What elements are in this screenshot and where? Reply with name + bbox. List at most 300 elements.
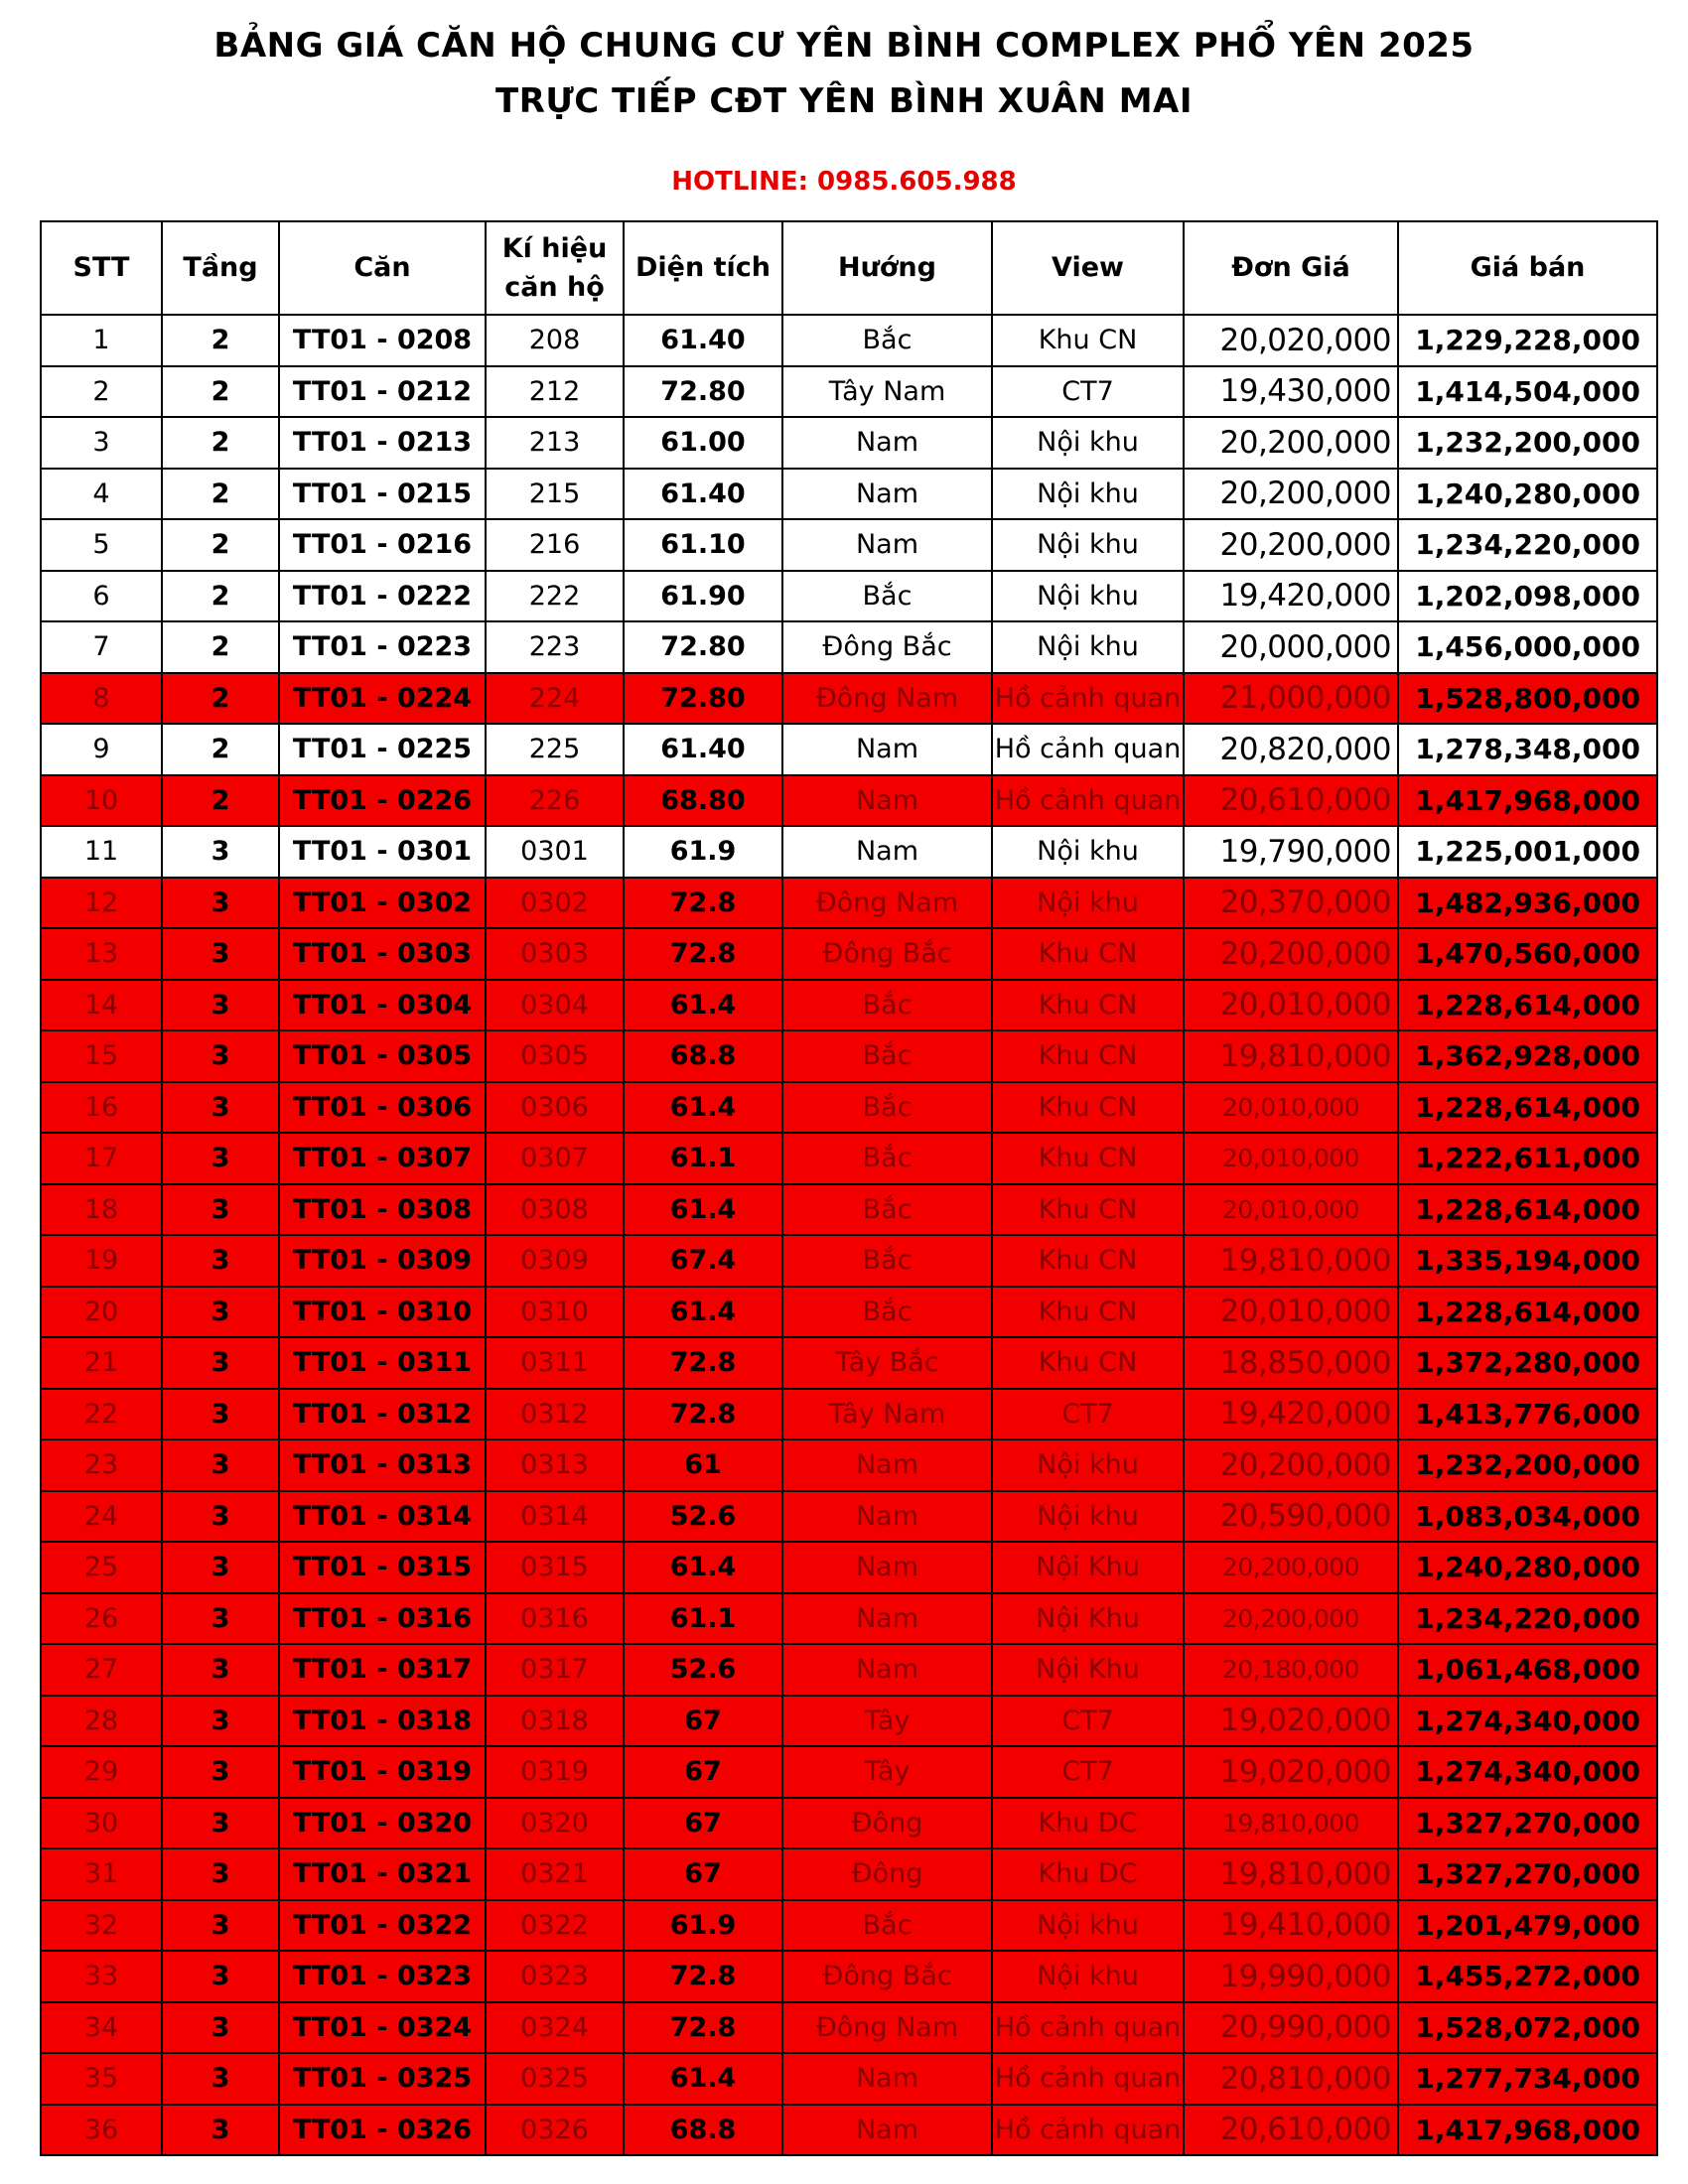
cell-stt: 4: [41, 469, 162, 520]
cell-stt: 11: [41, 826, 162, 878]
cell-stt: 10: [41, 775, 162, 827]
cell-gia-ban: 1,061,468,000: [1398, 1644, 1657, 1696]
cell-don-gia: 20,010,000: [1184, 1133, 1398, 1184]
cell-view: Nội Khu: [992, 1542, 1184, 1593]
table-row: [41, 1082, 1657, 1134]
cell-tang: 2: [162, 724, 279, 775]
cell-don-gia: 20,010,000: [1184, 1082, 1398, 1134]
cell-huong: Bắc: [782, 1900, 992, 1952]
cell-gia-ban: 1,228,614,000: [1398, 1082, 1657, 1134]
cell-dien-tich: 61.9: [624, 1900, 782, 1952]
table-row: [41, 315, 1657, 366]
cell-don-gia: 19,410,000: [1184, 1900, 1398, 1952]
cell-ki-hieu: 0316: [486, 1593, 624, 1645]
cell-can: TT01 - 0317: [279, 1644, 486, 1696]
table-row: [41, 1746, 1657, 1798]
table-row: [41, 928, 1657, 980]
cell-gia-ban: 1,232,200,000: [1398, 1439, 1657, 1491]
cell-tang: 3: [162, 2002, 279, 2054]
table-row: [41, 571, 1657, 622]
table-row: [41, 519, 1657, 571]
price-table: [40, 220, 1658, 2156]
cell-ki-hieu: 216: [486, 519, 624, 571]
cell-view: CT7: [992, 1746, 1184, 1798]
cell-view: Khu CN: [992, 1030, 1184, 1082]
cell-view: Khu CN: [992, 1184, 1184, 1236]
cell-gia-ban: 1,372,280,000: [1398, 1337, 1657, 1389]
cell-don-gia: 20,020,000: [1184, 315, 1398, 366]
cell-don-gia: 20,180,000: [1184, 1644, 1398, 1696]
cell-stt: 16: [41, 1082, 162, 1134]
cell-dien-tich: 67: [624, 1848, 782, 1900]
cell-view: Khu DC: [992, 1798, 1184, 1849]
cell-don-gia: 20,010,000: [1184, 1287, 1398, 1338]
cell-gia-ban: 1,228,614,000: [1398, 1184, 1657, 1236]
cell-don-gia: 19,020,000: [1184, 1746, 1398, 1798]
cell-huong: Đông Nam: [782, 673, 992, 725]
cell-gia-ban: 1,528,800,000: [1398, 673, 1657, 725]
cell-view: Khu CN: [992, 1133, 1184, 1184]
cell-ki-hieu: 0317: [486, 1644, 624, 1696]
hotline-text: HOTLINE: 0985.605.988: [671, 167, 1017, 197]
cell-dien-tich: 68.8: [624, 2105, 782, 2156]
cell-stt: 25: [41, 1542, 162, 1593]
cell-can: TT01 - 0226: [279, 775, 486, 827]
cell-dien-tich: 67: [624, 1746, 782, 1798]
col-header-don-gia: Đơn Giá: [1184, 221, 1398, 315]
table-row: [41, 621, 1657, 673]
cell-can: TT01 - 0305: [279, 1030, 486, 1082]
cell-huong: Tây Nam: [782, 366, 992, 418]
cell-view: Nội khu: [992, 1439, 1184, 1491]
table-body: [41, 315, 1657, 2155]
table-row: [41, 1900, 1657, 1952]
col-header-dien-tich: Diện tích: [624, 221, 782, 315]
cell-gia-ban: 1,229,228,000: [1398, 315, 1657, 366]
cell-tang: 3: [162, 980, 279, 1031]
cell-stt: 5: [41, 519, 162, 571]
cell-don-gia: 19,790,000: [1184, 826, 1398, 878]
cell-don-gia: 20,370,000: [1184, 878, 1398, 929]
cell-tang: 3: [162, 1184, 279, 1236]
cell-don-gia: 19,420,000: [1184, 1389, 1398, 1440]
cell-stt: 7: [41, 621, 162, 673]
cell-can: TT01 - 0313: [279, 1439, 486, 1491]
col-header-ki-hieu-label: Kí hiệu căn hộ: [501, 232, 608, 303]
cell-ki-hieu: 0310: [486, 1287, 624, 1338]
cell-view: CT7: [992, 366, 1184, 418]
cell-can: TT01 - 0216: [279, 519, 486, 571]
cell-tang: 3: [162, 1593, 279, 1645]
cell-don-gia: 19,020,000: [1184, 1696, 1398, 1747]
cell-stt: 9: [41, 724, 162, 775]
cell-dien-tich: 61.4: [624, 1287, 782, 1338]
cell-view: Khu DC: [992, 1848, 1184, 1900]
cell-tang: 2: [162, 673, 279, 725]
cell-don-gia: 19,810,000: [1184, 1848, 1398, 1900]
cell-gia-ban: 1,413,776,000: [1398, 1389, 1657, 1440]
cell-view: Hồ cảnh quan: [992, 673, 1184, 725]
cell-stt: 14: [41, 980, 162, 1031]
cell-can: TT01 - 0212: [279, 366, 486, 418]
cell-can: TT01 - 0208: [279, 315, 486, 366]
cell-stt: 24: [41, 1491, 162, 1543]
cell-gia-ban: 1,222,611,000: [1398, 1133, 1657, 1184]
cell-can: TT01 - 0307: [279, 1133, 486, 1184]
cell-ki-hieu: 0319: [486, 1746, 624, 1798]
page-title: BẢNG GIÁ CĂN HỘ CHUNG CƯ YÊN BÌNH COMPLEX PHỔ YÊN 2025: [213, 26, 1475, 66]
table-row: [41, 1644, 1657, 1696]
cell-gia-ban: 1,228,614,000: [1398, 1287, 1657, 1338]
cell-stt: 26: [41, 1593, 162, 1645]
cell-don-gia: 20,010,000: [1184, 1184, 1398, 1236]
table-row: [41, 1133, 1657, 1184]
col-header-gia-ban: Giá bán: [1398, 221, 1657, 315]
cell-view: Khu CN: [992, 315, 1184, 366]
cell-dien-tich: 61: [624, 1439, 782, 1491]
table-row: [41, 1491, 1657, 1543]
cell-dien-tich: 68.80: [624, 775, 782, 827]
cell-dien-tich: 72.8: [624, 2002, 782, 2054]
cell-dien-tich: 67: [624, 1696, 782, 1747]
cell-can: TT01 - 0310: [279, 1287, 486, 1338]
cell-view: Nội Khu: [992, 1644, 1184, 1696]
cell-huong: Nam: [782, 1491, 992, 1543]
cell-huong: Nam: [782, 519, 992, 571]
cell-huong: Nam: [782, 417, 992, 469]
cell-huong: Nam: [782, 1542, 992, 1593]
cell-don-gia: 20,590,000: [1184, 1491, 1398, 1543]
cell-stt: 17: [41, 1133, 162, 1184]
cell-gia-ban: 1,277,734,000: [1398, 2053, 1657, 2105]
cell-view: CT7: [992, 1696, 1184, 1747]
cell-stt: 31: [41, 1848, 162, 1900]
cell-tang: 3: [162, 1082, 279, 1134]
cell-view: Nội khu: [992, 571, 1184, 622]
table-row: [41, 1593, 1657, 1645]
cell-tang: 3: [162, 2105, 279, 2156]
cell-view: Hồ cảnh quan: [992, 724, 1184, 775]
cell-stt: 22: [41, 1389, 162, 1440]
cell-can: TT01 - 0318: [279, 1696, 486, 1747]
cell-ki-hieu: 0326: [486, 2105, 624, 2156]
cell-gia-ban: 1,414,504,000: [1398, 366, 1657, 418]
cell-huong: Tây: [782, 1696, 992, 1747]
cell-view: Nội khu: [992, 826, 1184, 878]
cell-tang: 2: [162, 519, 279, 571]
cell-huong: Nam: [782, 1644, 992, 1696]
cell-don-gia: 20,200,000: [1184, 1593, 1398, 1645]
cell-ki-hieu: 0325: [486, 2053, 624, 2105]
cell-can: TT01 - 0326: [279, 2105, 486, 2156]
table-row: [41, 2002, 1657, 2054]
cell-stt: 23: [41, 1439, 162, 1491]
cell-gia-ban: 1,234,220,000: [1398, 519, 1657, 571]
cell-don-gia: 19,810,000: [1184, 1030, 1398, 1082]
cell-huong: Nam: [782, 775, 992, 827]
cell-don-gia: 20,200,000: [1184, 1542, 1398, 1593]
table-row: [41, 1235, 1657, 1287]
cell-don-gia: 19,420,000: [1184, 571, 1398, 622]
cell-tang: 3: [162, 1439, 279, 1491]
cell-dien-tich: 61.9: [624, 826, 782, 878]
cell-ki-hieu: 0308: [486, 1184, 624, 1236]
cell-dien-tich: 68.8: [624, 1030, 782, 1082]
cell-tang: 3: [162, 1287, 279, 1338]
cell-ki-hieu: 223: [486, 621, 624, 673]
cell-dien-tich: 61.00: [624, 417, 782, 469]
table-row: [41, 826, 1657, 878]
cell-dien-tich: 67.4: [624, 1235, 782, 1287]
cell-view: Hồ cảnh quan: [992, 2105, 1184, 2156]
cell-huong: Đông Nam: [782, 2002, 992, 2054]
cell-stt: 19: [41, 1235, 162, 1287]
cell-tang: 3: [162, 1389, 279, 1440]
cell-ki-hieu: 0307: [486, 1133, 624, 1184]
cell-stt: 28: [41, 1696, 162, 1747]
cell-dien-tich: 72.80: [624, 366, 782, 418]
cell-can: TT01 - 0314: [279, 1491, 486, 1543]
cell-ki-hieu: 225: [486, 724, 624, 775]
cell-view: CT7: [992, 1389, 1184, 1440]
cell-gia-ban: 1,240,280,000: [1398, 469, 1657, 520]
cell-stt: 1: [41, 315, 162, 366]
cell-dien-tich: 72.80: [624, 621, 782, 673]
cell-gia-ban: 1,362,928,000: [1398, 1030, 1657, 1082]
cell-view: Nội khu: [992, 1951, 1184, 2002]
cell-can: TT01 - 0312: [279, 1389, 486, 1440]
cell-tang: 3: [162, 1951, 279, 2002]
cell-huong: Nam: [782, 2053, 992, 2105]
cell-gia-ban: 1,456,000,000: [1398, 621, 1657, 673]
cell-don-gia: 19,810,000: [1184, 1235, 1398, 1287]
col-header-view: View: [992, 221, 1184, 315]
cell-view: Nội khu: [992, 469, 1184, 520]
cell-ki-hieu: 215: [486, 469, 624, 520]
cell-dien-tich: 52.6: [624, 1644, 782, 1696]
cell-dien-tich: 67: [624, 1798, 782, 1849]
cell-can: TT01 - 0320: [279, 1798, 486, 1849]
cell-can: TT01 - 0224: [279, 673, 486, 725]
cell-view: Hồ cảnh quan: [992, 2002, 1184, 2054]
table-row: [41, 1287, 1657, 1338]
cell-huong: Đông Bắc: [782, 1951, 992, 2002]
cell-can: TT01 - 0215: [279, 469, 486, 520]
cell-can: TT01 - 0323: [279, 1951, 486, 2002]
cell-dien-tich: 61.40: [624, 315, 782, 366]
cell-view: Nội khu: [992, 417, 1184, 469]
cell-gia-ban: 1,417,968,000: [1398, 2105, 1657, 2156]
cell-gia-ban: 1,278,348,000: [1398, 724, 1657, 775]
cell-huong: Bắc: [782, 1287, 992, 1338]
cell-stt: 8: [41, 673, 162, 725]
cell-can: TT01 - 0311: [279, 1337, 486, 1389]
cell-ki-hieu: 0321: [486, 1848, 624, 1900]
cell-ki-hieu: 0304: [486, 980, 624, 1031]
cell-huong: Nam: [782, 2105, 992, 2156]
cell-tang: 2: [162, 621, 279, 673]
cell-gia-ban: 1,225,001,000: [1398, 826, 1657, 878]
cell-ki-hieu: 0306: [486, 1082, 624, 1134]
cell-ki-hieu: 213: [486, 417, 624, 469]
table-row: [41, 1848, 1657, 1900]
cell-tang: 3: [162, 1030, 279, 1082]
cell-can: TT01 - 0301: [279, 826, 486, 878]
cell-huong: Bắc: [782, 1235, 992, 1287]
cell-gia-ban: 1,470,560,000: [1398, 928, 1657, 980]
cell-can: TT01 - 0308: [279, 1184, 486, 1236]
cell-tang: 3: [162, 1491, 279, 1543]
cell-tang: 3: [162, 1235, 279, 1287]
cell-stt: 30: [41, 1798, 162, 1849]
cell-ki-hieu: 0324: [486, 2002, 624, 2054]
cell-tang: 3: [162, 1848, 279, 1900]
cell-gia-ban: 1,455,272,000: [1398, 1951, 1657, 2002]
cell-stt: 29: [41, 1746, 162, 1798]
cell-stt: 21: [41, 1337, 162, 1389]
cell-view: Khu CN: [992, 928, 1184, 980]
cell-stt: 20: [41, 1287, 162, 1338]
cell-huong: Đông Nam: [782, 878, 992, 929]
table-row: [41, 724, 1657, 775]
cell-gia-ban: 1,240,280,000: [1398, 1542, 1657, 1593]
cell-tang: 3: [162, 1644, 279, 1696]
table-row: [41, 469, 1657, 520]
cell-tang: 2: [162, 571, 279, 622]
cell-ki-hieu: 212: [486, 366, 624, 418]
cell-gia-ban: 1,083,034,000: [1398, 1491, 1657, 1543]
cell-don-gia: 19,810,000: [1184, 1798, 1398, 1849]
cell-ki-hieu: 0313: [486, 1439, 624, 1491]
cell-gia-ban: 1,417,968,000: [1398, 775, 1657, 827]
cell-ki-hieu: 222: [486, 571, 624, 622]
cell-ki-hieu: 0315: [486, 1542, 624, 1593]
cell-can: TT01 - 0225: [279, 724, 486, 775]
cell-don-gia: 20,610,000: [1184, 775, 1398, 827]
cell-gia-ban: 1,232,200,000: [1398, 417, 1657, 469]
cell-tang: 2: [162, 366, 279, 418]
cell-tang: 3: [162, 1746, 279, 1798]
cell-dien-tich: 72.8: [624, 928, 782, 980]
cell-view: Nội khu: [992, 519, 1184, 571]
cell-tang: 3: [162, 826, 279, 878]
cell-huong: Nam: [782, 1439, 992, 1491]
cell-huong: Bắc: [782, 980, 992, 1031]
cell-gia-ban: 1,274,340,000: [1398, 1746, 1657, 1798]
cell-ki-hieu: 0302: [486, 878, 624, 929]
table-row: [41, 1951, 1657, 2002]
table-row: [41, 1030, 1657, 1082]
table-row: [41, 1184, 1657, 1236]
col-header-ki-hieu: [486, 221, 624, 315]
cell-dien-tich: 61.10: [624, 519, 782, 571]
cell-dien-tich: 61.4: [624, 1542, 782, 1593]
cell-huong: Nam: [782, 1593, 992, 1645]
cell-can: TT01 - 0322: [279, 1900, 486, 1952]
table-row: [41, 417, 1657, 469]
cell-tang: 3: [162, 928, 279, 980]
cell-ki-hieu: 0309: [486, 1235, 624, 1287]
cell-huong: Bắc: [782, 1030, 992, 1082]
cell-huong: Tây: [782, 1746, 992, 1798]
cell-tang: 2: [162, 775, 279, 827]
cell-don-gia: 20,820,000: [1184, 724, 1398, 775]
cell-huong: Bắc: [782, 1133, 992, 1184]
cell-dien-tich: 61.4: [624, 980, 782, 1031]
cell-huong: Nam: [782, 826, 992, 878]
table-row: [41, 2105, 1657, 2156]
cell-can: TT01 - 0306: [279, 1082, 486, 1134]
cell-ki-hieu: 224: [486, 673, 624, 725]
cell-ki-hieu: 0320: [486, 1798, 624, 1849]
cell-can: TT01 - 0304: [279, 980, 486, 1031]
cell-huong: Bắc: [782, 571, 992, 622]
table-row: [41, 1696, 1657, 1747]
cell-dien-tich: 61.4: [624, 1184, 782, 1236]
cell-don-gia: 20,000,000: [1184, 621, 1398, 673]
table-row: [41, 1389, 1657, 1440]
cell-can: TT01 - 0223: [279, 621, 486, 673]
cell-tang: 2: [162, 469, 279, 520]
cell-huong: Bắc: [782, 1184, 992, 1236]
cell-ki-hieu: 208: [486, 315, 624, 366]
cell-tang: 3: [162, 1900, 279, 1952]
table-row: [41, 673, 1657, 725]
cell-tang: 3: [162, 1133, 279, 1184]
cell-huong: Đông: [782, 1848, 992, 1900]
cell-don-gia: 19,430,000: [1184, 366, 1398, 418]
cell-don-gia: 20,990,000: [1184, 2002, 1398, 2054]
cell-gia-ban: 1,274,340,000: [1398, 1696, 1657, 1747]
cell-don-gia: 20,010,000: [1184, 980, 1398, 1031]
cell-dien-tich: 72.80: [624, 673, 782, 725]
col-header-huong: Hướng: [782, 221, 992, 315]
cell-stt: 36: [41, 2105, 162, 2156]
cell-huong: Bắc: [782, 1082, 992, 1134]
cell-gia-ban: 1,528,072,000: [1398, 2002, 1657, 2054]
cell-gia-ban: 1,234,220,000: [1398, 1593, 1657, 1645]
cell-gia-ban: 1,482,936,000: [1398, 878, 1657, 929]
cell-dien-tich: 61.4: [624, 2053, 782, 2105]
cell-view: Khu CN: [992, 980, 1184, 1031]
cell-can: TT01 - 0303: [279, 928, 486, 980]
cell-dien-tich: 72.8: [624, 1337, 782, 1389]
cell-gia-ban: 1,335,194,000: [1398, 1235, 1657, 1287]
cell-gia-ban: 1,202,098,000: [1398, 571, 1657, 622]
page-subtitle: TRỰC TIẾP CĐT YÊN BÌNH XUÂN MAI: [495, 81, 1193, 121]
cell-stt: 34: [41, 2002, 162, 2054]
col-header-tang: Tầng: [162, 221, 279, 315]
table-row: [41, 1798, 1657, 1849]
cell-view: Hồ cảnh quan: [992, 2053, 1184, 2105]
cell-gia-ban: 1,327,270,000: [1398, 1798, 1657, 1849]
cell-tang: 3: [162, 878, 279, 929]
cell-view: Hồ cảnh quan: [992, 775, 1184, 827]
cell-view: Khu CN: [992, 1337, 1184, 1389]
cell-can: TT01 - 0213: [279, 417, 486, 469]
cell-dien-tich: 61.40: [624, 469, 782, 520]
cell-don-gia: 20,200,000: [1184, 1439, 1398, 1491]
cell-dien-tich: 52.6: [624, 1491, 782, 1543]
cell-stt: 35: [41, 2053, 162, 2105]
cell-ki-hieu: 0314: [486, 1491, 624, 1543]
cell-don-gia: 19,990,000: [1184, 1951, 1398, 2002]
cell-dien-tich: 61.1: [624, 1133, 782, 1184]
cell-view: Khu CN: [992, 1082, 1184, 1134]
cell-can: TT01 - 0222: [279, 571, 486, 622]
cell-view: Khu CN: [992, 1235, 1184, 1287]
cell-huong: Đông Bắc: [782, 621, 992, 673]
